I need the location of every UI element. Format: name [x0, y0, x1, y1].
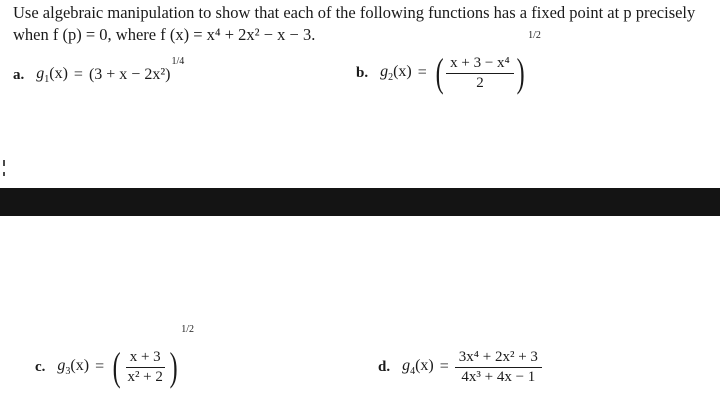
item-d-label: d.: [378, 358, 391, 375]
item-c-equals: =: [95, 358, 105, 375]
problem-intro: [13, 2, 718, 46]
item-c-exponent: 1/2: [181, 324, 195, 335]
left-edge-mark: [3, 172, 5, 176]
item-c-label: c.: [35, 358, 46, 375]
item-c-denominator: x² + 2: [127, 368, 163, 385]
item-b-exponent: 1/2: [528, 30, 541, 41]
item-b-left-paren: (: [435, 50, 444, 95]
intro-line-2: when f (p) = 0, where f (x) = x⁴ + 2x² − x − 3.: [13, 25, 316, 44]
item-b-right-paren: ): [516, 50, 525, 95]
item-b-equals: =: [417, 64, 427, 81]
intro-line-1: Use algebraic manipulation to show that each of the following functions has a fixed point at p precisely: [13, 3, 696, 22]
item-c-fraction: [123, 349, 166, 386]
item-d: [378, 344, 542, 390]
item-d-denominator: 4x³ + 4x − 1: [461, 368, 536, 385]
item-d-equals: =: [439, 358, 449, 375]
item-b-fraction: [446, 55, 514, 92]
left-edge-mark: [3, 160, 5, 166]
item-c-numerator: x + 3: [126, 349, 165, 368]
item-b: [356, 30, 541, 98]
item-a-function-name: $g_1(x)$: [36, 64, 68, 86]
item-a-exponent: 1/4: [171, 56, 185, 67]
item-c-right-paren: ): [169, 344, 178, 389]
item-d-function-name: $g_4(x)$: [402, 356, 434, 378]
item-c-left-paren: (: [112, 344, 121, 389]
item-b-numerator: x + 3 − x⁴: [446, 55, 514, 74]
item-d-fraction: [455, 349, 542, 386]
item-a-equals: =: [73, 66, 83, 83]
item-c-function-name: $g_3(x)$: [57, 356, 90, 378]
item-c: [35, 324, 195, 392]
item-c-parenthesized-fraction: [110, 344, 180, 389]
item-b-denominator: 2: [476, 74, 484, 91]
item-b-function-name: $g_2(x)$: [380, 62, 412, 84]
item-d-numerator: 3x⁴ + 2x² + 3: [455, 349, 542, 368]
item-a-body: (3 + x − 2x²): [88, 66, 171, 83]
item-a: [13, 56, 185, 90]
item-b-parenthesized-fraction: [433, 50, 527, 95]
item-a-label: a.: [13, 66, 25, 83]
item-b-label: b.: [356, 64, 369, 81]
redaction-bar: [0, 188, 720, 216]
